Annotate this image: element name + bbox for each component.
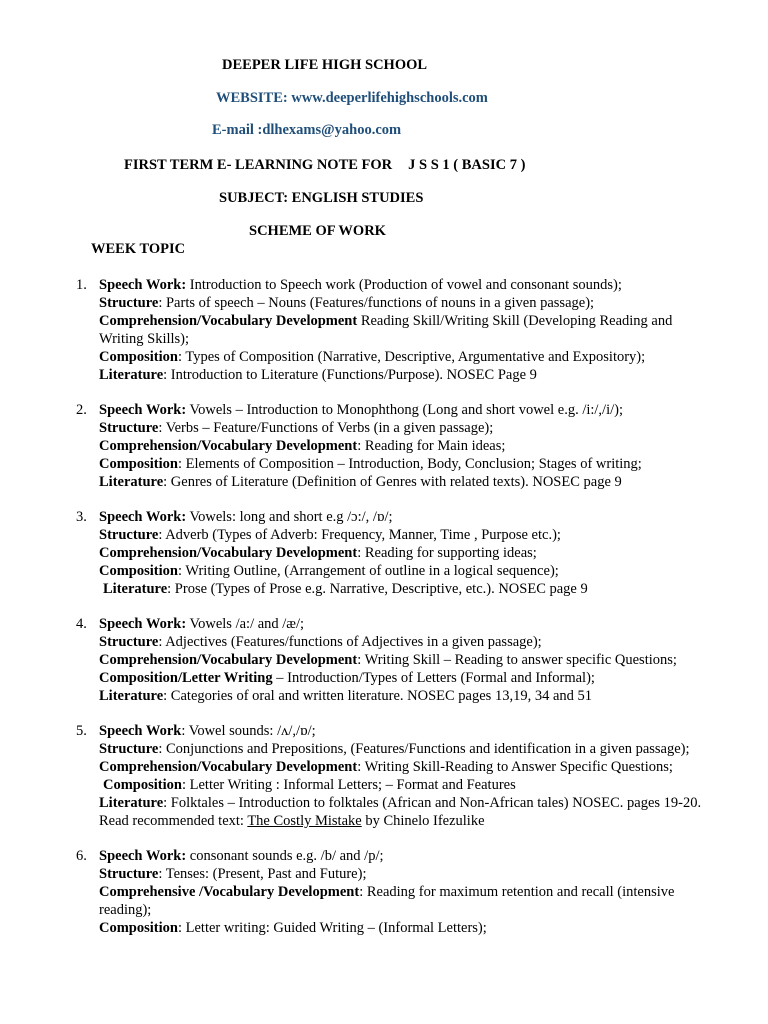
- structure-label: Structure: [99, 741, 159, 757]
- structure-text: : Adverb (Types of Adverb: Frequency, Manner, Time , Purpose etc.);: [158, 527, 561, 543]
- literature-label: Literature: [99, 688, 164, 704]
- note-title-term: FIRST TERM E- LEARNING NOTE FOR: [124, 157, 393, 173]
- comprehension-label: Comprehension/Vocabulary Development: [99, 545, 358, 561]
- speech-work-line: [99, 276, 716, 294]
- structure-text: : Parts of speech – Nouns (Features/functions of nouns in a given passage);: [158, 295, 595, 311]
- literature-label: Literature: [103, 581, 168, 597]
- comprehension-line: [99, 758, 716, 776]
- composition-line: [99, 669, 716, 687]
- comprehension-text: Reading Skill/Writing Skill (Developing Reading and Writing Skills);: [99, 313, 673, 347]
- composition-line: [99, 562, 716, 580]
- comprehension-label: Comprehension/Vocabulary Development: [99, 313, 358, 329]
- speech-work-label: Speech Work:: [99, 848, 187, 864]
- comprehension-text: : Writing Skill-Reading to Answer Specific Questions;: [357, 759, 673, 775]
- week-body: [99, 722, 716, 830]
- composition-text: : Writing Outline, (Arrangement of outline in a logical sequence);: [177, 563, 559, 579]
- structure-line: [99, 865, 716, 883]
- literature-text: : Categories of oral and written literature. NOSEC pages 13,19, 34 and 51: [163, 688, 593, 704]
- composition-text: : Types of Composition (Narrative, Descriptive, Argumentative and Expository);: [177, 349, 646, 365]
- recommended-text-title: The Costly Mistake: [247, 813, 362, 829]
- speech-work-text: : Vowel sounds: /ʌ/,/ɒ/;: [181, 723, 316, 739]
- composition-line: [99, 776, 716, 794]
- structure-label: Structure: [99, 866, 159, 882]
- literature-line: [99, 687, 716, 705]
- comprehension-label: Comprehension/Vocabulary Development: [99, 438, 358, 454]
- comprehension-line: [99, 651, 716, 669]
- website-line: WEBSITE: www.deeperlifehighschools.com: [216, 90, 488, 106]
- composition-label: Composition: [99, 920, 178, 936]
- speech-work-label: Speech Work: [99, 723, 182, 739]
- comprehension-line: [99, 312, 716, 348]
- composition-label: Composition: [99, 349, 178, 365]
- structure-text: : Tenses: (Present, Past and Future);: [158, 866, 367, 882]
- week-body: [99, 847, 716, 937]
- note-title: [124, 156, 525, 174]
- week-item-3: [76, 508, 716, 598]
- week-number: 1.: [76, 277, 87, 293]
- composition-label: Composition: [99, 563, 178, 579]
- speech-work-label: Speech Work:: [99, 277, 187, 293]
- composition-line: [99, 455, 716, 473]
- week-item-4: [76, 615, 716, 705]
- subject-heading: SUBJECT: ENGLISH STUDIES: [219, 190, 424, 206]
- structure-label: Structure: [99, 295, 159, 311]
- literature-line: [99, 366, 716, 384]
- literature-text: : Folktales – Introduction to folktales (African and Non-African tales) NOSEC. pages 19-20. Read recommended text:: [99, 795, 702, 829]
- school-name: DEEPER LIFE HIGH SCHOOL: [222, 57, 428, 73]
- speech-work-text: Vowels /a:/ and /æ/;: [186, 616, 305, 632]
- recommended-text-author: by Chinelo Ifezulike: [361, 813, 485, 829]
- speech-work-text: Introduction to Speech work (Production of vowel and consonant sounds);: [186, 277, 622, 293]
- week-body: [99, 508, 716, 598]
- comprehension-line: [99, 544, 716, 562]
- composition-text: : Letter writing: Guided Writing – (Informal Letters);: [177, 920, 487, 936]
- comprehension-label: Comprehensive /Vocabulary Development: [99, 884, 360, 900]
- speech-work-text: Vowels – Introduction to Monophthong (Long and short vowel e.g. /i:/,/i/);: [186, 402, 624, 418]
- speech-work-line: [99, 847, 716, 865]
- literature-label: Literature: [99, 795, 164, 811]
- structure-label: Structure: [99, 420, 159, 436]
- speech-work-line: [99, 508, 716, 526]
- comprehension-text: : Reading for Main ideas;: [357, 438, 506, 454]
- composition-label: Composition: [99, 456, 178, 472]
- composition-label: Composition: [103, 777, 182, 793]
- week-number: 6.: [76, 848, 87, 864]
- speech-work-label: Speech Work:: [99, 402, 187, 418]
- speech-work-text: consonant sounds e.g. /b/ and /p/;: [186, 848, 384, 864]
- structure-line: [99, 633, 716, 651]
- literature-text: : Prose (Types of Prose e.g. Narrative, Descriptive, etc.). NOSEC page 9: [167, 581, 588, 597]
- comprehension-label: Comprehension/Vocabulary Development: [99, 759, 358, 775]
- structure-label: Structure: [99, 634, 159, 650]
- week-number: 4.: [76, 616, 87, 632]
- week-topic-heading: WEEK TOPIC: [91, 241, 186, 257]
- week-item-2: [76, 401, 716, 491]
- comprehension-line: [99, 883, 716, 919]
- week-item-1: [76, 276, 716, 384]
- week-item-6: [76, 847, 716, 937]
- composition-text: : Letter Writing : Informal Letters; – Format and Features: [181, 777, 516, 793]
- structure-text: : Conjunctions and Prepositions, (Features/Functions and identification in a given passage);: [158, 741, 690, 757]
- note-title-class: J S S 1 ( BASIC 7 ): [408, 157, 526, 173]
- literature-line: [99, 794, 716, 830]
- week-body: [99, 615, 716, 705]
- literature-text: : Genres of Literature (Definition of Genres with related texts). NOSEC page 9: [163, 474, 622, 490]
- literature-line: [99, 473, 716, 491]
- week-number: 3.: [76, 509, 87, 525]
- speech-work-label: Speech Work:: [99, 616, 187, 632]
- scheme-of-work-heading: SCHEME OF WORK: [249, 223, 386, 239]
- comprehension-text: : Reading for maximum retention and recall (intensive reading);: [99, 884, 675, 918]
- speech-work-line: [99, 722, 716, 740]
- structure-text: : Adjectives (Features/functions of Adjectives in a given passage);: [158, 634, 542, 650]
- speech-work-label: Speech Work:: [99, 509, 187, 525]
- week-body: [99, 401, 716, 491]
- week-body: [99, 276, 716, 384]
- speech-work-line: [99, 401, 716, 419]
- speech-work-text: Vowels: long and short e.g /ɔ:/, /ɒ/;: [186, 509, 393, 525]
- structure-text: : Verbs – Feature/Functions of Verbs (in a given passage);: [158, 420, 494, 436]
- comprehension-text: : Reading for supporting ideas;: [357, 545, 537, 561]
- week-number: 5.: [76, 723, 87, 739]
- composition-text: – Introduction/Types of Letters (Formal and Informal);: [272, 670, 595, 686]
- structure-line: [99, 526, 716, 544]
- composition-text: : Elements of Composition – Introduction, Body, Conclusion; Stages of writing;: [177, 456, 642, 472]
- literature-label: Literature: [99, 367, 164, 383]
- composition-line: [99, 919, 716, 937]
- literature-text: : Introduction to Literature (Functions/Purpose). NOSEC Page 9: [163, 367, 537, 383]
- composition-line: [99, 348, 716, 366]
- literature-line: [99, 580, 716, 598]
- week-number: 2.: [76, 402, 87, 418]
- structure-line: [99, 419, 716, 437]
- structure-line: [99, 740, 716, 758]
- speech-work-line: [99, 615, 716, 633]
- comprehension-text: : Writing Skill – Reading to answer specific Questions;: [357, 652, 677, 668]
- structure-label: Structure: [99, 527, 159, 543]
- week-item-5: [76, 722, 716, 830]
- literature-label: Literature: [99, 474, 164, 490]
- structure-line: [99, 294, 716, 312]
- comprehension-label: Comprehension/Vocabulary Development: [99, 652, 358, 668]
- email-line: E-mail :dlhexams@yahoo.com: [212, 122, 402, 138]
- comprehension-line: [99, 437, 716, 455]
- composition-label: Composition/Letter Writing: [99, 670, 273, 686]
